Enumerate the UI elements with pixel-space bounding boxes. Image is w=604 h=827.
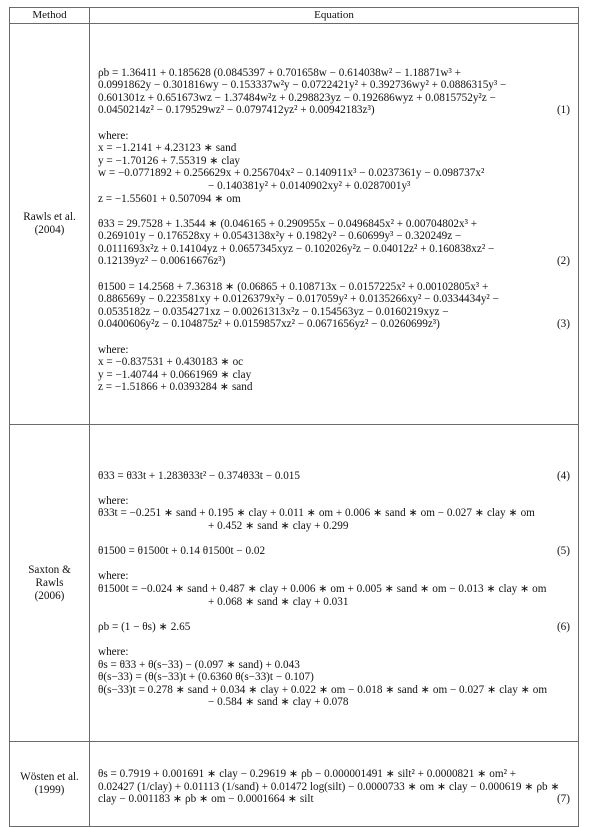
method-year: (2004): [34, 224, 65, 236]
equation-line: 0.269101y − 0.176528xy + 0.0543138x²y + 0.1982y² − 0.60699y³ − 0.320249z −: [98, 230, 462, 243]
equation-number: (3): [556, 318, 570, 331]
method-cell: [10, 24, 90, 425]
equation-2: [98, 218, 570, 268]
equation-number: (5): [556, 545, 570, 558]
method-cell: [10, 425, 90, 742]
equation-line: θs = 0.7919 + 0.001691 ∗ clay − 0.29619 ∗ ρb − 0.000001491 ∗ silt² + 0.0000821 ∗ om² +: [98, 768, 517, 781]
equation-line: 0.601301z + 0.651673wz − 1.37484w²z + 0.298823yz − 0.192686wyz + 0.0815752y²z −: [98, 91, 496, 104]
where-block: [98, 344, 570, 394]
method-name: Saxton &: [28, 563, 71, 576]
definition-line: − 0.584 ∗ sand ∗ clay + 0.078: [208, 696, 349, 709]
equation-cell: [90, 24, 579, 425]
equation-number: (7): [556, 793, 570, 806]
method-name: Wösten et al.: [20, 771, 79, 783]
definition-line: y = −1.70126 + 7.55319 ∗ clay: [98, 154, 241, 167]
equation-line: 0.0450214z² − 0.179529wz² − 0.0797412yz² + 0.00942183z³) (1): [98, 104, 570, 117]
equation-line: ρb = 1.36411 + 0.185628 (0.0845397 + 0.701658w − 0.614038w² − 1.18871w³ +: [98, 66, 461, 79]
header-method: Method: [10, 8, 90, 24]
method-name: Rawls: [35, 576, 64, 589]
equation-7: [98, 768, 570, 806]
equation-line: 0.0991862y − 0.301816wy − 0.153337w²y − 0.0722421y² + 0.392736wy² + 0.0886315y³ −: [98, 79, 507, 92]
where-block: [98, 646, 570, 709]
equation-line: 0.0400606y²z − 0.104875z² + 0.0159857xz² − 0.0671656yz² − 0.0260699z³) (3): [98, 318, 570, 331]
equation-5: θ1500 = θ1500t + 0.14 θ1500t − 0.02 (5): [98, 545, 570, 558]
where-block: [98, 130, 570, 206]
equation-line: clay − 0.001183 ∗ ρb ∗ om − 0.0001664 ∗ silt (7): [98, 793, 570, 806]
where-label: where:: [98, 570, 129, 583]
equation-line: 0.12139yz² − 0.00616676z³) (2): [98, 255, 570, 268]
where-label: where:: [98, 129, 129, 142]
equation-table: [9, 7, 579, 827]
definition-line: θ(s−33) = (θ(s−33)t + (0.6360 θ(s−33)t − 0.107): [98, 671, 314, 684]
definition-line: θs = θ33 + θ(s−33) − (0.097 ∗ sand) + 0.043: [98, 658, 300, 671]
where-label: where:: [98, 494, 129, 507]
definition-line: + 0.068 ∗ sand ∗ clay + 0.031: [208, 595, 349, 608]
equation-number: (6): [556, 620, 570, 633]
equation-1: [98, 67, 570, 117]
definition-line: x = −1.2141 + 4.23123 ∗ sand: [98, 142, 237, 155]
definition-line: w = −0.0771892 + 0.256629x + 0.256704x² − 0.140911x³ − 0.0237361y − 0.098737x²: [98, 167, 485, 180]
method-name: Rawls et al.: [23, 211, 76, 223]
table-row: [10, 24, 579, 425]
equation-line: θ33 = 29.7528 + 1.3544 ∗ (0.046165 + 0.290955x − 0.0496845x² + 0.00704802x³ +: [98, 217, 478, 230]
definition-line: + 0.452 ∗ sand ∗ clay + 0.299: [208, 520, 349, 533]
equation-line: 0.02427 (1/clay) + 0.01113 (1/sand) + 0.01472 log(silt) − 0.0000733 ∗ om ∗ clay − 0.000619 ∗ ρb ∗: [98, 780, 560, 793]
header-row: [10, 8, 579, 24]
definition-line: θ1500t = −0.024 ∗ sand + 0.487 ∗ clay + 0.006 ∗ om + 0.005 ∗ sand ∗ om − 0.013 ∗ clay ∗ om: [98, 583, 547, 595]
definition-line: x = −0.837531 + 0.430183 ∗ oc: [98, 356, 244, 369]
definition-line: y = −1.40744 + 0.0661969 ∗ clay: [98, 368, 252, 381]
definition-line: θ(s−33)t = 0.278 ∗ sand + 0.034 ∗ clay + 0.022 ∗ om − 0.018 ∗ sand ∗ om − 0.027 ∗ clay ∗ om: [98, 683, 548, 696]
where-label: where:: [98, 343, 129, 356]
equation-line: 0.0111693x²z + 0.14104yz + 0.0657345xyz − 0.102026y²z − 0.04012z² + 0.160838xz² −: [98, 242, 495, 255]
equation-6: ρb = (1 − θs) ∗ 2.65 (6): [98, 620, 570, 633]
equation-3: [98, 281, 570, 331]
equation-cell: [90, 742, 579, 827]
definition-line: θ33t = −0.251 ∗ sand + 0.195 ∗ clay + 0.011 ∗ om + 0.006 ∗ sand ∗ om − 0.027 ∗ clay ∗ om: [98, 507, 535, 520]
where-block: [98, 570, 570, 608]
equation-line: 0.886569y − 0.223581xy + 0.0126379x²y − 0.017059y² + 0.0135266xy² − 0.0334434y² −: [98, 293, 499, 306]
method-cell: [10, 742, 90, 827]
equation-4: θ33 = θ33t + 1.283θ33t² − 0.374θ33t − 0.015 (4): [98, 469, 570, 482]
where-label: where:: [98, 645, 129, 658]
equation-line: θ1500 = 14.2568 + 7.36318 ∗ (0.06865 + 0.108713x − 0.0157225x² + 0.00102805x³ +: [98, 280, 489, 293]
header-equation: Equation: [90, 8, 579, 24]
equation-line: 0.0535182z − 0.0354271xz − 0.00261313x²z − 0.154563yz − 0.0160219xyz −: [98, 305, 449, 318]
table-row: [10, 425, 579, 742]
where-block: [98, 495, 570, 533]
definition-line: z = −1.51866 + 0.0393284 ∗ sand: [98, 381, 253, 394]
definition-line: − 0.140381y² + 0.0140902xy² + 0.0287001y³: [208, 179, 411, 192]
equation-number: (4): [556, 469, 570, 482]
definition-line: z = −1.55601 + 0.507094 ∗ om: [98, 192, 241, 205]
table-row: [10, 742, 579, 827]
equation-number: (1): [556, 104, 570, 117]
method-year: (1999): [34, 784, 65, 796]
method-year: (2006): [34, 589, 65, 602]
equation-cell: [90, 425, 579, 742]
equation-number: (2): [556, 255, 570, 268]
